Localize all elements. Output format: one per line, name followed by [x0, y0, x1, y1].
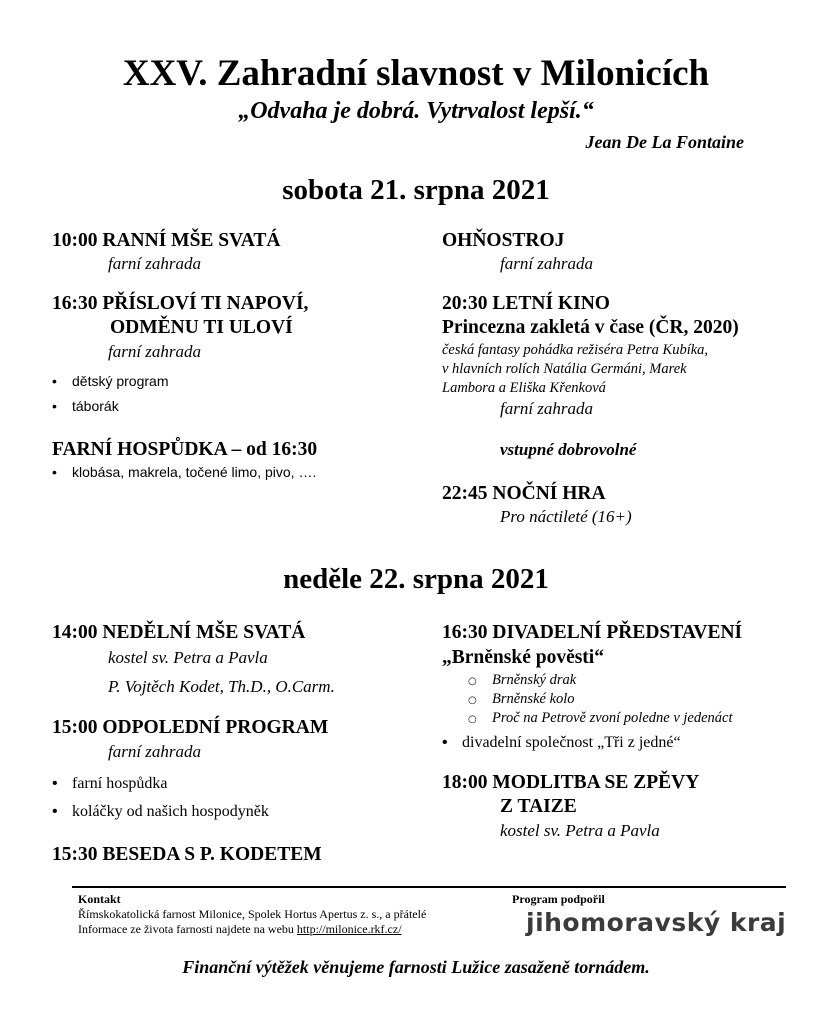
motto-quote: „Odvaha je dobrá. Vytrvalost lepší.“: [238, 98, 594, 124]
sun-theatre-company: • divadelní společnost „Tři z jedné“: [442, 733, 681, 753]
sat-night-game-note: Pro náctileté (16+): [500, 507, 632, 526]
footer-divider: [72, 886, 786, 888]
sat-fireworks-title: OHŇOSTROJ: [442, 230, 565, 251]
sun-talk-title: 15:30 BESEDA S P. KODETEM: [52, 844, 322, 865]
sun-afternoon-title: 15:00 ODPOLEDNÍ PROGRAM: [52, 717, 329, 738]
sun-prayer-place: kostel sv. Petra a Pavla: [500, 821, 660, 840]
page-title: XXV. Zahradní slavnost v Milonicích: [122, 53, 710, 94]
sun-theatre-title: 16:30 DIVADELNÍ PŘEDSTAVENÍ: [442, 622, 743, 643]
parish-website-link[interactable]: http://milonice.rkf.cz/: [296, 922, 402, 936]
sat-cinema-title: 20:30 LETNÍ KINO: [442, 293, 610, 314]
proceeds-note: Finanční výtěžek věnujeme farnosti Lužice zasaženě tornádem.: [182, 957, 650, 977]
sponsor-label: Program podpořil: [512, 892, 605, 906]
sat-admission: vstupné dobrovolné: [500, 440, 637, 459]
saturday-heading: sobota 21. srpna 2021: [282, 174, 550, 206]
sat-cinema-desc-line: česká fantasy pohádka režiséra Petra Kubíka,: [442, 342, 709, 358]
sat-proverbs-title-line1: 16:30 PŘÍSLOVÍ TI NAPOVÍ,: [52, 293, 309, 314]
jihomoravsky-kraj-logo: jihomoravský kraj: [526, 908, 787, 937]
sat-fireworks-place: farní zahrada: [500, 254, 594, 273]
sun-prayer-title-line2: Z TAIZE: [500, 796, 577, 817]
sat-mass-place: farní zahrada: [108, 254, 202, 273]
sat-cinema-desc-line: Lambora a Eliška Křenková: [442, 380, 606, 396]
sun-afternoon-bullet: • farní hospůdka: [52, 774, 168, 794]
sun-theatre-subitem: ○ Proč na Petrově zvoní poledne v jedenáct: [468, 709, 733, 729]
sat-pub-title: FARNÍ HOSPŮDKA – od 16:30: [52, 439, 318, 460]
sun-mass-priest: P. Vojtěch Kodet, Th.D., O.Carm.: [108, 677, 335, 696]
contact-web-text: Informace ze života farnosti najdete na webu: [78, 922, 297, 936]
sat-night-game-title: 22:45 NOČNÍ HRA: [442, 483, 606, 504]
sun-theatre-subitem: ○ Brněnský drak: [468, 671, 576, 691]
sat-proverbs-bullet: • dětský program: [52, 372, 168, 390]
sat-proverbs-bullet: • táborák: [52, 397, 119, 415]
sun-afternoon-bullet: • koláčky od našich hospodyněk: [52, 802, 269, 822]
sun-mass-title: 14:00 NEDĚLNÍ MŠE SVATÁ: [52, 622, 306, 643]
sun-theatre-subitem: ○ Brněnské kolo: [468, 690, 575, 710]
sat-cinema-place: farní zahrada: [500, 399, 594, 418]
sun-afternoon-place: farní zahrada: [108, 742, 202, 761]
contact-web-line: [78, 922, 402, 937]
sat-mass-title: 10:00 RANNÍ MŠE SVATÁ: [52, 230, 281, 251]
sun-theatre-play: „Brněnské pověsti“: [442, 647, 604, 668]
contact-label: Kontakt: [78, 892, 121, 906]
sat-proverbs-title-line2: ODMĚNU TI ULOVÍ: [110, 317, 293, 338]
sat-cinema-desc-line: v hlavních rolích Natália Germáni, Marek: [442, 361, 687, 377]
sun-mass-place: kostel sv. Petra a Pavla: [108, 648, 268, 667]
sun-prayer-title-line1: 18:00 MODLITBA SE ZPĚVY: [442, 772, 700, 793]
contact-line: Římskokatolická farnost Milonice, Spolek Hortus Apertus z. s., a přátelé: [78, 907, 427, 921]
sunday-heading: neděle 22. srpna 2021: [283, 563, 549, 595]
quote-author: Jean De La Fontaine: [585, 132, 744, 152]
sat-cinema-film: Princezna zakletá v čase (ČR, 2020): [442, 317, 739, 338]
sat-proverbs-place: farní zahrada: [108, 342, 202, 361]
sat-pub-bullet: • klobása, makrela, točené limo, pivo, ….: [52, 463, 316, 481]
